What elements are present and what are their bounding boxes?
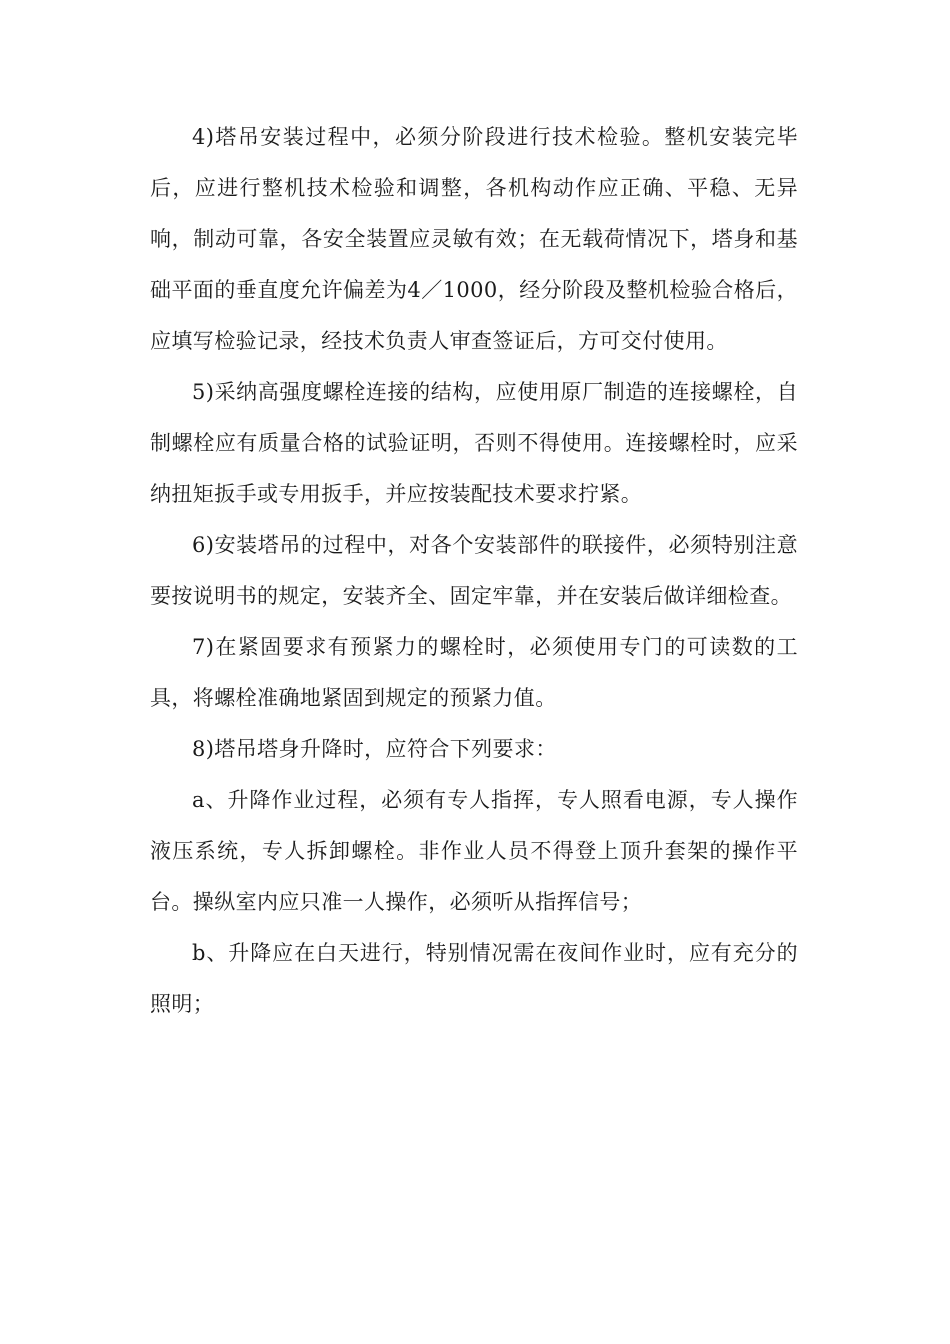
document-body — [150, 112, 798, 1030]
paragraph-item-5: 5)采纳高强度螺栓连接的结构，应使用原厂制造的连接螺栓，自制螺栓应有质量合格的试验证明，否则不得使用。连接螺栓时，应采纳扭矩扳手或专用扳手，并应按装配技术要求拧紧。 — [150, 380, 798, 506]
paragraph-item-4: 4)塔吊安装过程中，必须分阶段进行技术检验。整机安装完毕后，应进行整机技术检验和调整，各机构动作应正确、平稳、无异响，制动可靠，各安全装置应灵敏有效；在无载荷情况下，塔身和基础平面的垂直度允许偏差为4／1000，经分阶段及整机检验合格后，应填写检验记录，经技术负责人审查签证后，方可交付使用。 — [150, 125, 798, 353]
paragraph-item-a: a、升降作业过程，必须有专人指挥，专人照看电源，专人操作液压系统，专人拆卸螺栓。非作业人员不得登上顶升套架的操作平台。操纵室内应只准一人操作，必须听从指挥信号； — [150, 788, 798, 914]
paragraph-item-8: 8)塔吊塔身升降时，应符合下列要求： — [192, 737, 557, 761]
paragraph-item-b: b、升降应在白天进行，特别情况需在夜间作业时，应有充分的照明； — [150, 941, 798, 1016]
paragraph-item-6: 6)安装塔吊的过程中，对各个安装部件的联接件，必须特别注意要按说明书的规定，安装齐全、固定牢靠，并在安装后做详细检查。 — [150, 533, 798, 608]
paragraph-item-7: 7)在紧固要求有预紧力的螺栓时，必须使用专门的可读数的工具，将螺栓准确地紧固到规定的预紧力值。 — [150, 635, 798, 710]
